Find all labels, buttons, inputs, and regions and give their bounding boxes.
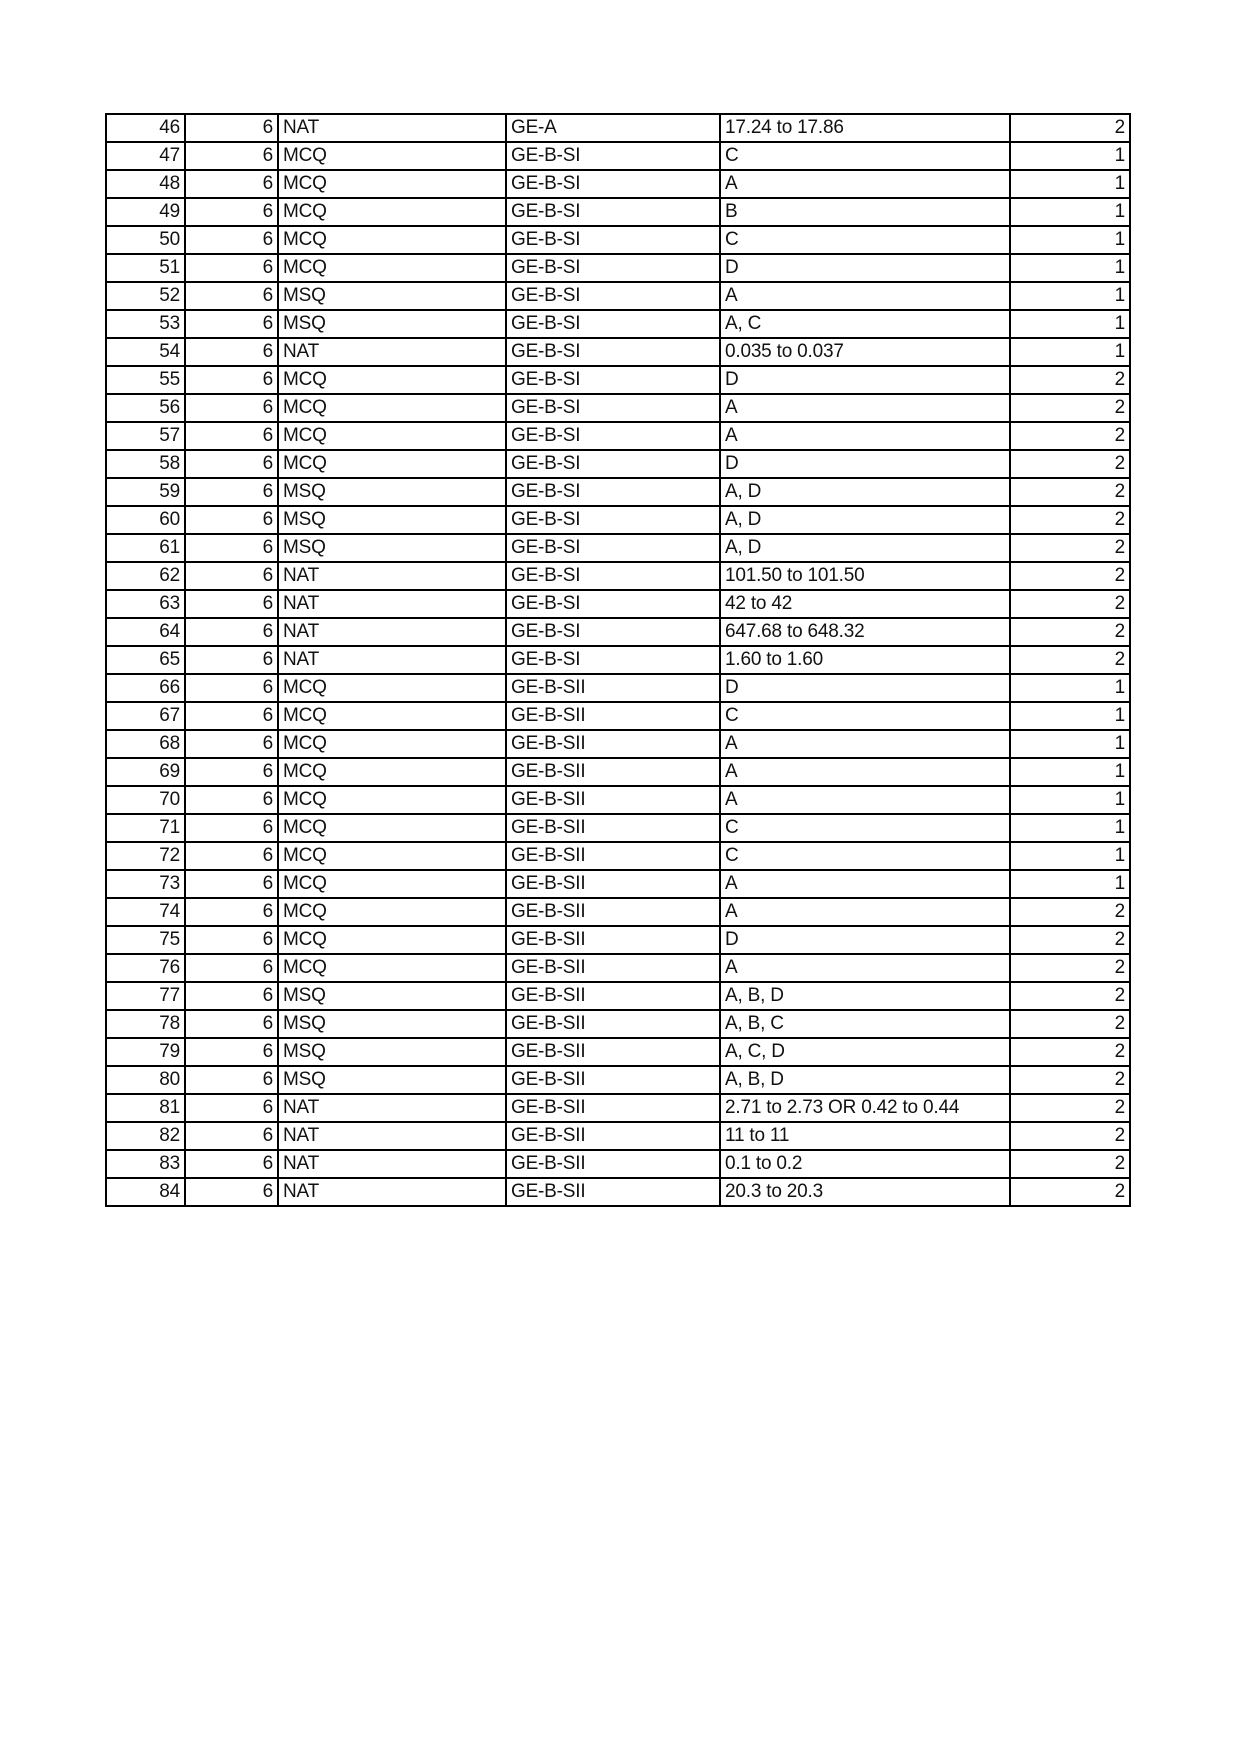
section-cell: GE-B-SI: [506, 282, 720, 310]
question-number-cell: 50: [106, 226, 185, 254]
section-cell: GE-B-SII: [506, 814, 720, 842]
question-number-cell: 81: [106, 1094, 185, 1122]
table-row: [106, 646, 1130, 674]
table-row: [106, 842, 1130, 870]
question-number-cell: 73: [106, 870, 185, 898]
section-cell: GE-B-SI: [506, 142, 720, 170]
question-number-cell: 70: [106, 786, 185, 814]
section-cell: GE-B-SII: [506, 982, 720, 1010]
question-number-cell: 47: [106, 142, 185, 170]
table-row: [106, 954, 1130, 982]
answer-key-cell: 0.035 to 0.037: [720, 338, 1010, 366]
question-type-cell: MCQ: [278, 842, 506, 870]
question-number-cell: 66: [106, 674, 185, 702]
session-cell: 6: [185, 758, 278, 786]
answer-key-cell: A: [720, 730, 1010, 758]
section-cell: GE-B-SII: [506, 898, 720, 926]
marks-cell: 2: [1010, 450, 1130, 478]
question-type-cell: MSQ: [278, 310, 506, 338]
question-type-cell: MCQ: [278, 786, 506, 814]
question-type-cell: NAT: [278, 590, 506, 618]
table-row: [106, 198, 1130, 226]
marks-cell: 1: [1010, 674, 1130, 702]
table-row: [106, 814, 1130, 842]
section-cell: GE-B-SI: [506, 450, 720, 478]
answer-key-cell: A: [720, 170, 1010, 198]
answer-key-cell: A, C, D: [720, 1038, 1010, 1066]
question-type-cell: NAT: [278, 562, 506, 590]
session-cell: 6: [185, 674, 278, 702]
table-row: [106, 310, 1130, 338]
session-cell: 6: [185, 646, 278, 674]
session-cell: 6: [185, 254, 278, 282]
table-row: [106, 394, 1130, 422]
session-cell: 6: [185, 310, 278, 338]
marks-cell: 2: [1010, 646, 1130, 674]
marks-cell: 2: [1010, 1066, 1130, 1094]
table-row: [106, 478, 1130, 506]
question-type-cell: MCQ: [278, 702, 506, 730]
session-cell: 6: [185, 506, 278, 534]
question-type-cell: MCQ: [278, 366, 506, 394]
marks-cell: 2: [1010, 1178, 1130, 1206]
question-type-cell: MCQ: [278, 954, 506, 982]
table-row: [106, 926, 1130, 954]
question-type-cell: MCQ: [278, 198, 506, 226]
answer-key-cell: A, C: [720, 310, 1010, 338]
question-type-cell: MSQ: [278, 506, 506, 534]
question-type-cell: NAT: [278, 1094, 506, 1122]
question-number-cell: 59: [106, 478, 185, 506]
table-row: [106, 338, 1130, 366]
session-cell: 6: [185, 1010, 278, 1038]
question-type-cell: MCQ: [278, 254, 506, 282]
section-cell: GE-B-SII: [506, 674, 720, 702]
section-cell: GE-A: [506, 114, 720, 142]
answer-key-cell: A: [720, 870, 1010, 898]
section-cell: GE-B-SI: [506, 394, 720, 422]
marks-cell: 2: [1010, 534, 1130, 562]
answer-key-cell: A: [720, 898, 1010, 926]
session-cell: 6: [185, 534, 278, 562]
question-number-cell: 63: [106, 590, 185, 618]
marks-cell: 1: [1010, 814, 1130, 842]
session-cell: 6: [185, 226, 278, 254]
question-type-cell: MCQ: [278, 870, 506, 898]
marks-cell: 2: [1010, 1038, 1130, 1066]
question-number-cell: 48: [106, 170, 185, 198]
answer-key-cell: C: [720, 842, 1010, 870]
session-cell: 6: [185, 926, 278, 954]
question-number-cell: 60: [106, 506, 185, 534]
table-row: [106, 730, 1130, 758]
answer-key-cell: A: [720, 422, 1010, 450]
section-cell: GE-B-SI: [506, 338, 720, 366]
marks-cell: 2: [1010, 394, 1130, 422]
session-cell: 6: [185, 870, 278, 898]
marks-cell: 2: [1010, 618, 1130, 646]
table-row: [106, 254, 1130, 282]
question-number-cell: 72: [106, 842, 185, 870]
section-cell: GE-B-SII: [506, 1038, 720, 1066]
question-number-cell: 76: [106, 954, 185, 982]
question-type-cell: MSQ: [278, 1010, 506, 1038]
question-number-cell: 51: [106, 254, 185, 282]
answer-key-cell: 42 to 42: [720, 590, 1010, 618]
question-number-cell: 75: [106, 926, 185, 954]
answer-key-cell: 17.24 to 17.86: [720, 114, 1010, 142]
marks-cell: 1: [1010, 730, 1130, 758]
answer-key-cell: A: [720, 282, 1010, 310]
question-number-cell: 83: [106, 1150, 185, 1178]
question-type-cell: NAT: [278, 1122, 506, 1150]
question-type-cell: NAT: [278, 618, 506, 646]
question-number-cell: 82: [106, 1122, 185, 1150]
session-cell: 6: [185, 730, 278, 758]
section-cell: GE-B-SII: [506, 786, 720, 814]
session-cell: 6: [185, 170, 278, 198]
answer-key-cell: B: [720, 198, 1010, 226]
session-cell: 6: [185, 1038, 278, 1066]
answer-key-cell: A, D: [720, 478, 1010, 506]
answer-key-cell: A: [720, 394, 1010, 422]
question-number-cell: 62: [106, 562, 185, 590]
question-number-cell: 56: [106, 394, 185, 422]
answer-key-table: [105, 113, 1131, 1207]
answer-key-cell: A, D: [720, 506, 1010, 534]
question-number-cell: 54: [106, 338, 185, 366]
answer-key-cell: 11 to 11: [720, 1122, 1010, 1150]
session-cell: 6: [185, 702, 278, 730]
answer-key-cell: A, B, D: [720, 982, 1010, 1010]
answer-key-cell: D: [720, 450, 1010, 478]
answer-key-cell: 20.3 to 20.3: [720, 1178, 1010, 1206]
question-number-cell: 74: [106, 898, 185, 926]
marks-cell: 2: [1010, 1150, 1130, 1178]
table-row: [106, 590, 1130, 618]
table-row: [106, 562, 1130, 590]
question-type-cell: MSQ: [278, 1066, 506, 1094]
answer-key-table-body: [106, 114, 1130, 1206]
answer-key-cell: A, B, C: [720, 1010, 1010, 1038]
table-row: [106, 142, 1130, 170]
question-type-cell: NAT: [278, 646, 506, 674]
session-cell: 6: [185, 1150, 278, 1178]
question-type-cell: NAT: [278, 114, 506, 142]
marks-cell: 2: [1010, 422, 1130, 450]
session-cell: 6: [185, 562, 278, 590]
question-type-cell: MCQ: [278, 394, 506, 422]
table-row: [106, 702, 1130, 730]
answer-key-cell: 647.68 to 648.32: [720, 618, 1010, 646]
answer-key-cell: A: [720, 758, 1010, 786]
question-number-cell: 79: [106, 1038, 185, 1066]
table-row: [106, 366, 1130, 394]
question-number-cell: 52: [106, 282, 185, 310]
answer-key-cell: A: [720, 954, 1010, 982]
section-cell: GE-B-SII: [506, 1150, 720, 1178]
table-row: [106, 1066, 1130, 1094]
session-cell: 6: [185, 198, 278, 226]
section-cell: GE-B-SII: [506, 730, 720, 758]
section-cell: GE-B-SI: [506, 590, 720, 618]
question-number-cell: 58: [106, 450, 185, 478]
question-type-cell: MSQ: [278, 282, 506, 310]
answer-key-cell: 1.60 to 1.60: [720, 646, 1010, 674]
question-number-cell: 55: [106, 366, 185, 394]
session-cell: 6: [185, 1178, 278, 1206]
session-cell: 6: [185, 898, 278, 926]
question-type-cell: NAT: [278, 1178, 506, 1206]
question-type-cell: NAT: [278, 1150, 506, 1178]
question-number-cell: 69: [106, 758, 185, 786]
question-type-cell: MCQ: [278, 898, 506, 926]
question-number-cell: 71: [106, 814, 185, 842]
marks-cell: 1: [1010, 170, 1130, 198]
session-cell: 6: [185, 142, 278, 170]
question-number-cell: 67: [106, 702, 185, 730]
table-row: [106, 506, 1130, 534]
section-cell: GE-B-SI: [506, 422, 720, 450]
marks-cell: 2: [1010, 114, 1130, 142]
session-cell: 6: [185, 1122, 278, 1150]
marks-cell: 1: [1010, 198, 1130, 226]
question-type-cell: MCQ: [278, 926, 506, 954]
question-number-cell: 65: [106, 646, 185, 674]
question-type-cell: MSQ: [278, 982, 506, 1010]
table-row: [106, 534, 1130, 562]
table-row: [106, 1122, 1130, 1150]
question-type-cell: MCQ: [278, 730, 506, 758]
question-number-cell: 57: [106, 422, 185, 450]
marks-cell: 2: [1010, 478, 1130, 506]
answer-key-cell: C: [720, 226, 1010, 254]
question-type-cell: MCQ: [278, 450, 506, 478]
marks-cell: 1: [1010, 786, 1130, 814]
section-cell: GE-B-SI: [506, 366, 720, 394]
answer-key-cell: D: [720, 366, 1010, 394]
question-type-cell: MCQ: [278, 226, 506, 254]
session-cell: 6: [185, 282, 278, 310]
section-cell: GE-B-SII: [506, 758, 720, 786]
section-cell: GE-B-SII: [506, 1122, 720, 1150]
section-cell: GE-B-SII: [506, 1010, 720, 1038]
question-type-cell: MCQ: [278, 422, 506, 450]
section-cell: GE-B-SII: [506, 954, 720, 982]
session-cell: 6: [185, 954, 278, 982]
question-type-cell: MSQ: [278, 534, 506, 562]
section-cell: GE-B-SI: [506, 170, 720, 198]
table-row: [106, 226, 1130, 254]
answer-key-cell: C: [720, 814, 1010, 842]
answer-key-cell: 2.71 to 2.73 OR 0.42 to 0.44: [720, 1094, 1010, 1122]
section-cell: GE-B-SII: [506, 870, 720, 898]
question-type-cell: MCQ: [278, 170, 506, 198]
question-type-cell: MSQ: [278, 478, 506, 506]
session-cell: 6: [185, 422, 278, 450]
question-type-cell: NAT: [278, 338, 506, 366]
section-cell: GE-B-SI: [506, 254, 720, 282]
table-row: [106, 1094, 1130, 1122]
section-cell: GE-B-SII: [506, 702, 720, 730]
table-row: [106, 1010, 1130, 1038]
answer-key-cell: D: [720, 674, 1010, 702]
marks-cell: 2: [1010, 1122, 1130, 1150]
question-number-cell: 49: [106, 198, 185, 226]
section-cell: GE-B-SII: [506, 926, 720, 954]
section-cell: GE-B-SI: [506, 226, 720, 254]
section-cell: GE-B-SI: [506, 562, 720, 590]
section-cell: GE-B-SI: [506, 478, 720, 506]
marks-cell: 2: [1010, 926, 1130, 954]
session-cell: 6: [185, 338, 278, 366]
table-row: [106, 282, 1130, 310]
table-row: [106, 170, 1130, 198]
answer-key-cell: A: [720, 786, 1010, 814]
marks-cell: 1: [1010, 142, 1130, 170]
marks-cell: 1: [1010, 338, 1130, 366]
section-cell: GE-B-SI: [506, 534, 720, 562]
marks-cell: 1: [1010, 870, 1130, 898]
session-cell: 6: [185, 590, 278, 618]
marks-cell: 1: [1010, 758, 1130, 786]
marks-cell: 1: [1010, 254, 1130, 282]
section-cell: GE-B-SI: [506, 618, 720, 646]
section-cell: GE-B-SII: [506, 1066, 720, 1094]
table-row: [106, 870, 1130, 898]
marks-cell: 2: [1010, 562, 1130, 590]
answer-key-cell: D: [720, 254, 1010, 282]
session-cell: 6: [185, 450, 278, 478]
marks-cell: 2: [1010, 898, 1130, 926]
question-number-cell: 61: [106, 534, 185, 562]
section-cell: GE-B-SII: [506, 1094, 720, 1122]
section-cell: GE-B-SI: [506, 646, 720, 674]
question-type-cell: MCQ: [278, 674, 506, 702]
question-type-cell: MCQ: [278, 142, 506, 170]
marks-cell: 1: [1010, 282, 1130, 310]
marks-cell: 2: [1010, 954, 1130, 982]
marks-cell: 2: [1010, 590, 1130, 618]
table-row: [106, 1038, 1130, 1066]
question-number-cell: 68: [106, 730, 185, 758]
answer-key-cell: C: [720, 142, 1010, 170]
table-row: [106, 114, 1130, 142]
section-cell: GE-B-SII: [506, 842, 720, 870]
marks-cell: 1: [1010, 226, 1130, 254]
question-number-cell: 78: [106, 1010, 185, 1038]
marks-cell: 1: [1010, 702, 1130, 730]
answer-key-cell: A, D: [720, 534, 1010, 562]
table-row: [106, 1150, 1130, 1178]
session-cell: 6: [185, 114, 278, 142]
table-row: [106, 758, 1130, 786]
question-number-cell: 80: [106, 1066, 185, 1094]
session-cell: 6: [185, 478, 278, 506]
session-cell: 6: [185, 618, 278, 646]
table-row: [106, 982, 1130, 1010]
question-number-cell: 53: [106, 310, 185, 338]
question-number-cell: 46: [106, 114, 185, 142]
session-cell: 6: [185, 394, 278, 422]
session-cell: 6: [185, 982, 278, 1010]
section-cell: GE-B-SI: [506, 310, 720, 338]
session-cell: 6: [185, 786, 278, 814]
session-cell: 6: [185, 1066, 278, 1094]
answer-key-cell: 101.50 to 101.50: [720, 562, 1010, 590]
session-cell: 6: [185, 1094, 278, 1122]
answer-key-cell: A, B, D: [720, 1066, 1010, 1094]
session-cell: 6: [185, 842, 278, 870]
table-row: [106, 786, 1130, 814]
answer-key-cell: C: [720, 702, 1010, 730]
marks-cell: 2: [1010, 1094, 1130, 1122]
section-cell: GE-B-SII: [506, 1178, 720, 1206]
table-row: [106, 1178, 1130, 1206]
question-number-cell: 64: [106, 618, 185, 646]
answer-key-cell: 0.1 to 0.2: [720, 1150, 1010, 1178]
answer-key-cell: D: [720, 926, 1010, 954]
marks-cell: 2: [1010, 366, 1130, 394]
table-row: [106, 618, 1130, 646]
question-type-cell: MCQ: [278, 758, 506, 786]
table-row: [106, 422, 1130, 450]
table-row: [106, 674, 1130, 702]
marks-cell: 2: [1010, 506, 1130, 534]
table-row: [106, 450, 1130, 478]
question-type-cell: MSQ: [278, 1038, 506, 1066]
marks-cell: 2: [1010, 982, 1130, 1010]
session-cell: 6: [185, 366, 278, 394]
section-cell: GE-B-SI: [506, 506, 720, 534]
question-number-cell: 77: [106, 982, 185, 1010]
marks-cell: 2: [1010, 1010, 1130, 1038]
question-type-cell: MCQ: [278, 814, 506, 842]
marks-cell: 1: [1010, 842, 1130, 870]
session-cell: 6: [185, 814, 278, 842]
section-cell: GE-B-SI: [506, 198, 720, 226]
question-number-cell: 84: [106, 1178, 185, 1206]
table-row: [106, 898, 1130, 926]
marks-cell: 1: [1010, 310, 1130, 338]
